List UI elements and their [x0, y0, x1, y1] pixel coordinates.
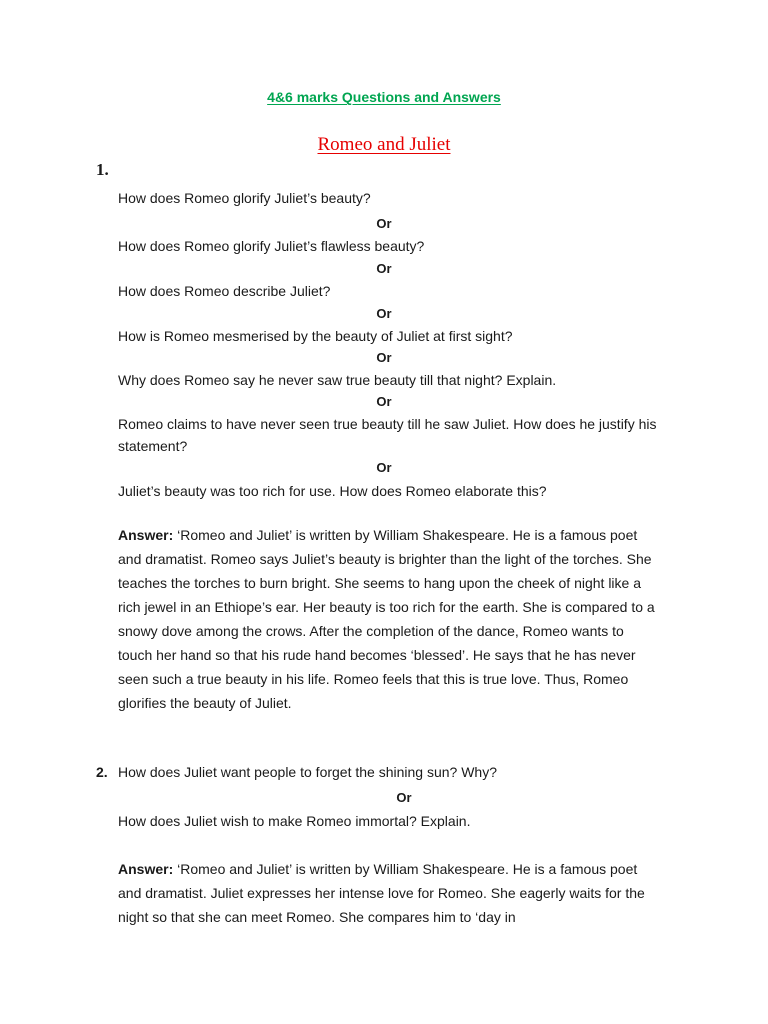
or-separator: Or	[376, 460, 392, 475]
question-number: 2.	[96, 764, 108, 780]
question-prompt: How does Romeo describe Juliet?	[118, 283, 331, 299]
question-prompt: How does Romeo glorify Juliet’s flawless beauty?	[118, 238, 425, 254]
or-separator: Or	[376, 394, 392, 409]
answer-text: ‘Romeo and Juliet’ is written by William Shakespeare. He is a famous poet and dramatist. Romeo says Juliet’s beauty is brighter than the light of the torches. She teaches the torches to burn bright. She seems to hang upon the cheek of night like a rich jewel in an Ethiope’s ear. Her beauty is too rich for the earth. She is compared to a snowy dove among the crows. After the completion of the dance, Romeo wants to touch her hand so that his rude hand becomes ‘blessed’. He says that he has never seen such a true beauty in his life. Romeo feels that this is true love. Thus, Romeo glorifies the beauty of Juliet.	[118, 527, 655, 711]
question-number: 1.	[96, 160, 109, 179]
answer-text: ‘Romeo and Juliet’ is written by William Shakespeare. He is a famous poet and dramatist. Juliet expresses her intense love for Romeo. She eagerly waits for the night so that she can meet Romeo. She compares him to ‘day in	[118, 861, 645, 925]
or-separator: Or	[376, 216, 392, 231]
answer-block	[118, 857, 656, 929]
question-prompt: How does Juliet wish to make Romeo immortal? Explain.	[118, 813, 471, 829]
document-title: Romeo and Juliet	[317, 134, 451, 155]
section-heading: 4&6 marks Questions and Answers	[267, 89, 501, 105]
answer-label: Answer:	[118, 861, 174, 877]
or-separator: Or	[396, 790, 412, 805]
question-prompt: How does Romeo glorify Juliet’s beauty?	[118, 190, 371, 206]
question-prompt: Romeo claims to have never seen true beauty till he saw Juliet. How does he justify his statement?	[118, 416, 657, 454]
question-prompt: Juliet’s beauty was too rich for use. How does Romeo elaborate this?	[118, 483, 547, 499]
answer-label: Answer:	[118, 527, 174, 543]
question-prompt: How does Juliet want people to forget the shining sun? Why?	[118, 764, 498, 780]
answer-block	[118, 523, 656, 715]
or-separator: Or	[376, 306, 392, 321]
or-separator: Or	[376, 261, 392, 276]
or-separator: Or	[376, 350, 392, 365]
question-prompt: How is Romeo mesmerised by the beauty of Juliet at first sight?	[118, 328, 513, 344]
question-prompt: Why does Romeo say he never saw true beauty till that night? Explain.	[118, 372, 557, 388]
